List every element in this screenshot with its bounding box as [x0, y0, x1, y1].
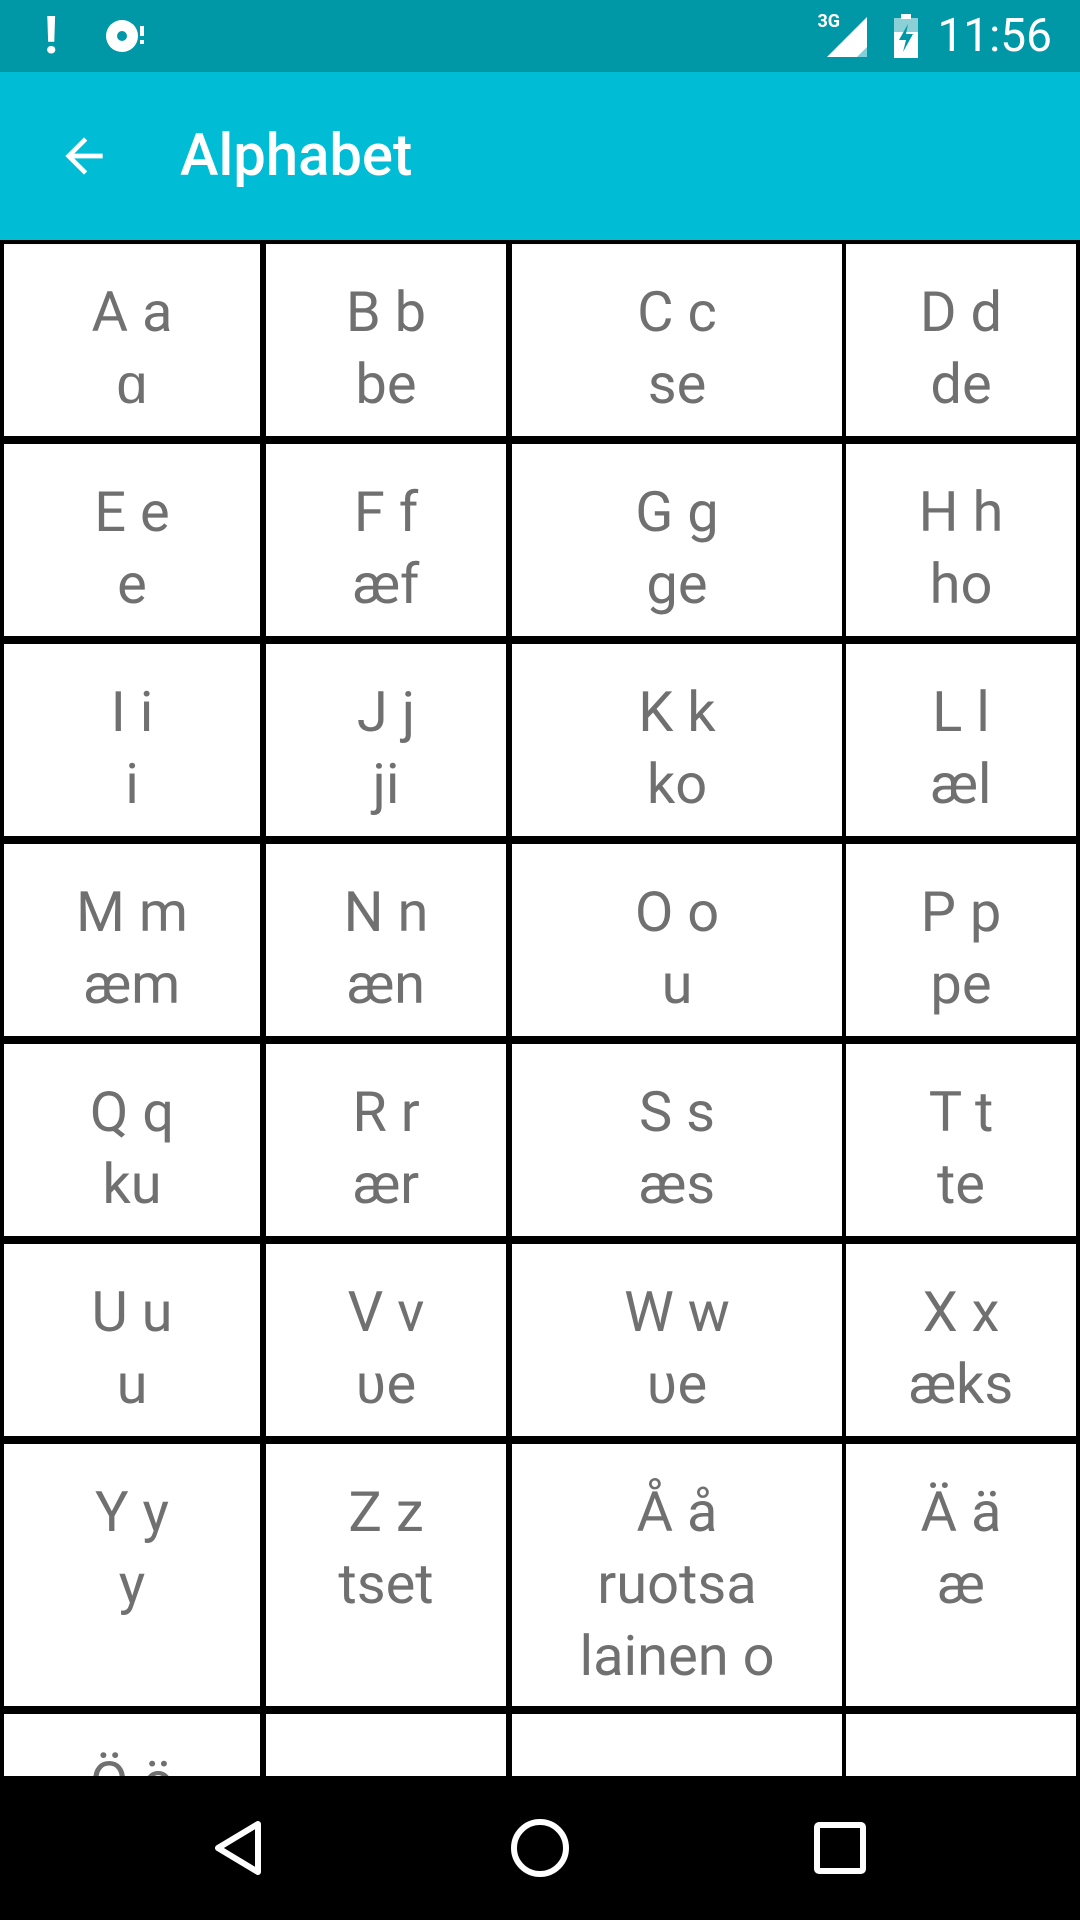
alphabet-cell[interactable]: [512, 1244, 842, 1436]
nav-home-button[interactable]: [504, 1812, 576, 1884]
letter-name: ko: [646, 751, 708, 817]
clock: 11:56: [937, 9, 1052, 63]
alphabet-cell[interactable]: [846, 1044, 1076, 1236]
alphabet-cell[interactable]: [846, 1444, 1076, 1706]
letter-pair: Ä ä: [920, 1479, 1002, 1545]
alphabet-cell[interactable]: [846, 244, 1076, 436]
alphabet-cell[interactable]: [266, 644, 506, 836]
letter-name: ho: [929, 551, 993, 617]
letter-pair: Z z: [348, 1479, 424, 1545]
app-bar: [0, 72, 1080, 240]
letter-pair: P p: [920, 879, 1002, 945]
nav-home-icon: [508, 1816, 572, 1880]
letter-pair: W w: [624, 1279, 730, 1345]
letter-pair: G g: [635, 479, 719, 545]
alphabet-cell[interactable]: [266, 1244, 506, 1436]
letter-name: æm: [83, 951, 181, 1017]
letter-pair: I i: [110, 679, 154, 745]
letter-name: i: [125, 751, 139, 817]
status-bar: [0, 0, 1080, 72]
letter-pair: Å å: [636, 1479, 718, 1545]
disc-icon: [102, 14, 146, 58]
alphabet-cell[interactable]: [512, 844, 842, 1036]
letter-pair: U u: [91, 1279, 173, 1345]
letter-pair: H h: [918, 479, 1004, 545]
alphabet-cell[interactable]: [512, 1044, 842, 1236]
letter-pair: O o: [634, 879, 720, 945]
letter-name: æf: [352, 551, 420, 617]
letter-pair: S s: [638, 1079, 716, 1145]
letter-name: se: [647, 351, 707, 417]
alphabet-cell[interactable]: [4, 1244, 260, 1436]
letter-pair: D d: [919, 279, 1003, 345]
letter-pair: T t: [928, 1079, 994, 1145]
alphabet-cell[interactable]: [846, 844, 1076, 1036]
letter-pair: C c: [637, 279, 717, 345]
network-type-label: 3G: [817, 11, 841, 32]
alert-icon: !: [43, 5, 59, 66]
letter-name: ɑ: [116, 351, 148, 417]
letter-name: ruotsa lainen o: [579, 1551, 775, 1689]
letter-name: ʋe: [355, 1351, 417, 1417]
letter-pair: E e: [94, 479, 170, 545]
letter-name: ær: [352, 1151, 420, 1217]
letter-pair: K k: [638, 679, 716, 745]
letter-name: pe: [930, 951, 992, 1017]
letter-name: be: [355, 351, 417, 417]
letter-pair: V v: [347, 1279, 425, 1345]
letter-pair: F f: [353, 479, 419, 545]
letter-pair: B b: [345, 279, 427, 345]
arrow-back-icon: [56, 128, 112, 184]
letter-name: y: [118, 1551, 146, 1617]
signal-icon: [817, 13, 875, 59]
alphabet-cell[interactable]: [266, 244, 506, 436]
letter-name: æ: [937, 1551, 985, 1617]
alphabet-cell[interactable]: [266, 844, 506, 1036]
alphabet-cell[interactable]: [4, 844, 260, 1036]
alphabet-cell[interactable]: [512, 244, 842, 436]
battery-charging-icon: [893, 14, 919, 58]
page-title: Alphabet: [180, 122, 413, 190]
alphabet-cell[interactable]: [4, 1044, 260, 1236]
letter-name: ku: [102, 1151, 162, 1217]
letter-pair: J j: [356, 679, 416, 745]
letter-pair: Q q: [89, 1079, 175, 1145]
letter-name: æks: [908, 1351, 1014, 1417]
letter-pair: Y y: [94, 1479, 170, 1545]
alphabet-cell[interactable]: [266, 1044, 506, 1236]
nav-back-button[interactable]: [204, 1812, 276, 1884]
nav-recents-button[interactable]: [804, 1812, 876, 1884]
alphabet-cell[interactable]: [266, 444, 506, 636]
letter-name: u: [661, 951, 693, 1017]
nav-recents-icon: [812, 1820, 868, 1876]
letter-pair: M m: [76, 879, 188, 945]
letter-name: ji: [372, 751, 400, 817]
alphabet-cell[interactable]: [4, 244, 260, 436]
alphabet-cell[interactable]: [4, 444, 260, 636]
letter-name: e: [117, 551, 147, 617]
back-button[interactable]: [44, 116, 124, 196]
nav-back-icon: [210, 1818, 270, 1878]
letter-name: ʋe: [646, 1351, 708, 1417]
letter-name: æs: [638, 1151, 716, 1217]
letter-name: u: [116, 1351, 148, 1417]
alphabet-cell[interactable]: [846, 1244, 1076, 1436]
letter-name: de: [930, 351, 992, 417]
alphabet-cell[interactable]: [4, 1444, 260, 1706]
navigation-bar: [0, 1776, 1080, 1920]
letter-pair: A a: [91, 279, 173, 345]
alphabet-cell[interactable]: [846, 644, 1076, 836]
alphabet-cell[interactable]: [512, 644, 842, 836]
alphabet-cell[interactable]: [266, 1444, 506, 1706]
letter-name: æl: [930, 751, 992, 817]
alphabet-cell[interactable]: [4, 644, 260, 836]
letter-pair: X x: [922, 1279, 1000, 1345]
letter-name: æn: [346, 951, 426, 1017]
letter-pair: L l: [932, 679, 990, 745]
letter-name: tset: [338, 1551, 434, 1617]
alphabet-cell[interactable]: [512, 1444, 842, 1706]
letter-name: ge: [646, 551, 708, 617]
letter-pair: N n: [343, 879, 429, 945]
alphabet-grid: [0, 240, 1080, 1776]
letter-pair: R r: [352, 1079, 420, 1145]
alphabet-cell[interactable]: [512, 444, 842, 636]
alphabet-cell[interactable]: [846, 444, 1076, 636]
letter-name: te: [936, 1151, 985, 1217]
